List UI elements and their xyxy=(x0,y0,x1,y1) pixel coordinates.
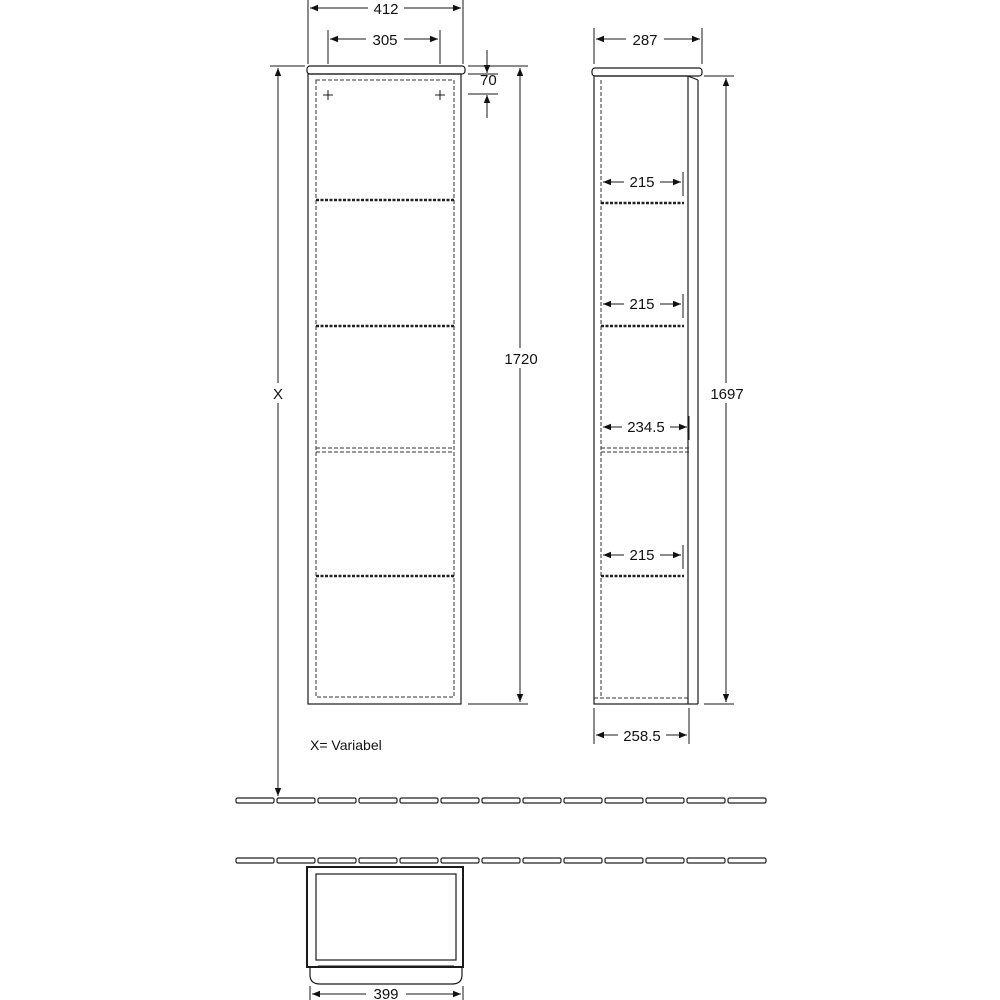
dim-shelf-3-label: 234.5 xyxy=(627,419,665,436)
dim-depth-bottom xyxy=(594,708,689,745)
floor-tile xyxy=(482,798,520,803)
floor-tile xyxy=(687,858,725,863)
dim-width-inner xyxy=(328,30,440,64)
side-view xyxy=(592,28,748,745)
floor-tile xyxy=(400,858,438,863)
floor-tile xyxy=(236,858,274,863)
dim-1697-label: 1697 xyxy=(710,386,744,403)
plan-outer xyxy=(307,867,463,967)
mount-cross-left-icon xyxy=(323,90,333,100)
floor-tile xyxy=(482,858,520,863)
floor-tile xyxy=(523,798,561,803)
floor-tile xyxy=(523,858,561,863)
floor-tile-row-1 xyxy=(236,798,766,803)
plan-door xyxy=(310,967,462,984)
floor-tile xyxy=(277,798,315,803)
floor-tile xyxy=(441,798,479,803)
plan-view xyxy=(307,867,463,1000)
dim-1720-label: 1720 xyxy=(504,351,538,368)
dim-shelf-depth-2 xyxy=(603,294,683,318)
floor-tile xyxy=(318,858,356,863)
dim-shelf-2-label: 215 xyxy=(629,296,655,313)
floor-tile xyxy=(564,858,602,863)
side-cabinet-body xyxy=(594,76,688,704)
floor-tile xyxy=(400,798,438,803)
side-top-cap xyxy=(592,68,702,76)
dim-shelf-1-label: 215 xyxy=(629,174,655,191)
dim-412-label: 412 xyxy=(373,1,399,18)
floor-tile xyxy=(359,798,397,803)
floor-tile xyxy=(318,798,356,803)
dim-depth-top xyxy=(594,28,702,64)
front-view xyxy=(270,0,542,796)
dim-top-offset xyxy=(468,50,498,118)
dim-287-label: 287 xyxy=(632,32,658,49)
floor-tile xyxy=(564,798,602,803)
front-inner-frame xyxy=(316,80,454,697)
floor-tile xyxy=(605,798,643,803)
dim-399-label: 399 xyxy=(373,986,399,1000)
dim-shelf-depth-1 xyxy=(603,172,683,196)
front-top-cap xyxy=(307,66,465,74)
floor-tile xyxy=(646,858,684,863)
floor-tile xyxy=(605,858,643,863)
floor-tile xyxy=(687,798,725,803)
variable-note: X= Variabel xyxy=(310,737,382,753)
dim-258-5-label: 258.5 xyxy=(623,728,661,745)
mount-cross-right-icon xyxy=(435,90,445,100)
dim-front-height xyxy=(468,66,542,704)
front-cabinet-body xyxy=(308,74,461,704)
dim-shelf-depth-3 xyxy=(603,416,689,440)
dim-70-label: 70 xyxy=(480,72,497,89)
dim-mount-height xyxy=(270,66,305,796)
dim-shelf-depth-4 xyxy=(603,545,683,569)
floor-tile xyxy=(728,858,766,863)
dim-305-label: 305 xyxy=(372,32,398,49)
floor-tile xyxy=(277,858,315,863)
dim-x-label: X xyxy=(272,386,284,403)
floor-tile xyxy=(359,858,397,863)
floor-tile xyxy=(441,858,479,863)
floor-tile xyxy=(236,798,274,803)
floor-tile-row-2 xyxy=(236,858,766,863)
floor-tile xyxy=(646,798,684,803)
dim-side-height xyxy=(704,76,748,704)
plan-inner xyxy=(316,874,456,960)
dim-plan-width xyxy=(310,986,463,1000)
floor-tile xyxy=(728,798,766,803)
dim-shelf-4-label: 215 xyxy=(629,547,655,564)
